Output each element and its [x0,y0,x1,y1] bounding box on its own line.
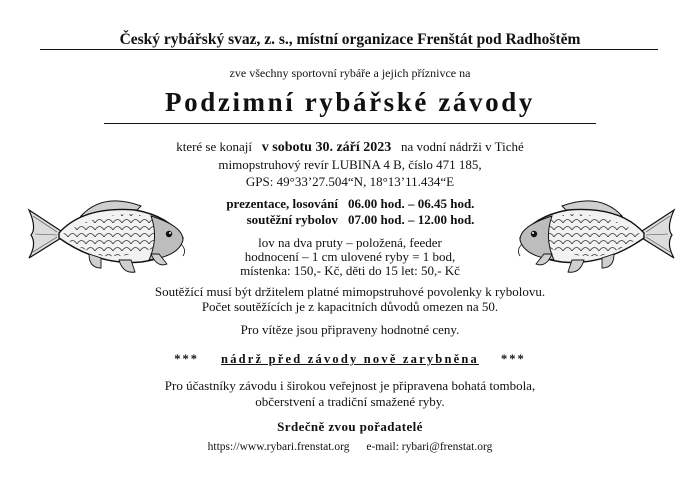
tombola-line: občerstvení a tradiční smažené ryby. [255,394,445,409]
organization-heading: Český rybářský svaz, z. s., místní organizace Frenštát pod Radhoštěm [119,31,581,48]
schedule-label: prezentace, losování [226,196,338,211]
rule-line: místenka: 150,- Kč, děti do 15 let: 50,- Kč [240,263,460,278]
stocking-text: nádrž před závody nově zarybněna [221,352,479,366]
email-link[interactable]: e-mail: rybari@frenstat.org [366,441,493,453]
event-date: v sobotu 30. září 2023 [261,140,392,155]
event-date-prefix: které se konají [176,139,253,154]
schedule-times [348,196,518,228]
stocking-notice [0,352,700,367]
membership-line: Počet soutěžících je z kapacitních důvodů omezen na 50. [201,299,499,314]
contact-line [0,441,700,453]
closing-line: Srdečně zvou pořadatelé [277,419,423,434]
membership-line: Soutěžící musí být držitelem platné mimopstruhové povolenky k rybolovu. [154,284,546,299]
event-district: mimopstruhový revír LUBINA 4 B, číslo 471 185, [218,157,482,172]
heading-underline [40,49,658,50]
title-underline [104,123,596,124]
event-gps: GPS: 49°33’27.504“N, 18°13’11.434“E [245,174,455,189]
rule-line: lov na dva pruty – položená, feeder [258,235,442,250]
website-link[interactable]: https://www.rybari.frenstat.org [207,441,350,453]
schedule-label: soutěžní rybolov [246,212,338,227]
event-date-line [0,138,700,156]
schedule-time: 06.00 hod. – 06.45 hod. [348,196,475,211]
stars-left: *** [174,352,200,366]
prizes-line: Pro vítěze jsou připraveny hodnotné ceny. [240,322,460,337]
event-location: na vodní nádrži v Tiché [401,139,524,154]
schedule-time: 07.00 hod. – 12.00 hod. [348,212,475,227]
event-info [0,138,700,190]
event-title: Podzimní rybářské závody [165,87,535,117]
rule-line: hodnocení – 1 cm ulovené ryby = 1 bod, [244,249,456,264]
membership-block [0,284,700,314]
stars-right: *** [500,352,526,366]
tombola-block [0,378,700,410]
carp-fish-left-icon [23,188,191,278]
tombola-line: Pro účastníky závodu i širokou veřejnost je připravena bohatá tombola, [164,378,536,393]
invitation-line: zve všechny sportovní rybáře a jejich příznivce na [229,66,471,80]
schedule-labels [188,196,338,228]
carp-fish-right-icon [512,188,680,278]
